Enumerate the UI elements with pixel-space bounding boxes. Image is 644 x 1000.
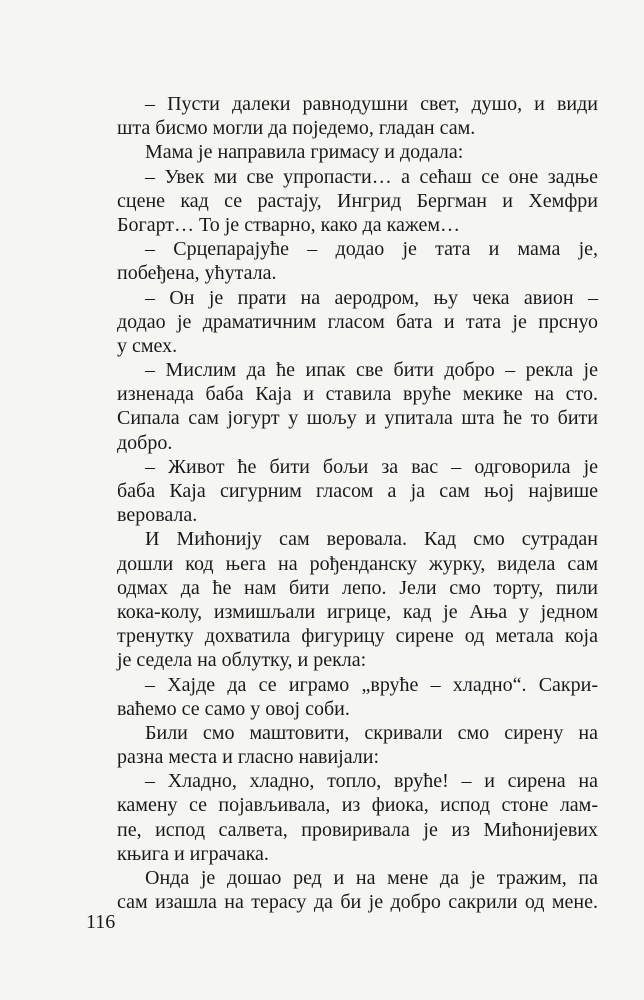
text-line: шта бисмо могли да поједемо, гладан сам. (117, 117, 476, 140)
body-text (117, 92, 598, 914)
text-line: изненада баба Каја и ставила вруће мекике на сто. (117, 383, 598, 406)
text-line: је седела на облутку, и рекла: (117, 649, 367, 672)
text-line: разна места и гласно навијали: (117, 746, 380, 769)
text-line: веровала. (117, 504, 198, 527)
text-line: побеђена, ућутала. (117, 262, 277, 285)
text-line: тренутку дохватила фигурицу сирене од метала која (117, 625, 598, 648)
text-line: – Срцепарајуће – додао је тата и мама је, (145, 238, 598, 261)
text-line: И Мићонију сам веровала. Кад смо сутрадан (145, 528, 598, 551)
text-line: ваћемо се само у овој соби. (117, 697, 350, 720)
text-line: – Мислим да ће ипак све бити добро – рекла је (145, 359, 598, 382)
text-line: камену се појављивала, из фиока, испод стоне лам- (117, 794, 598, 817)
text-line: сцене кад се растају, Ингрид Бергман и Хемфри (117, 189, 598, 212)
text-line: – Пусти далеки равнодушни свет, душо, и види (145, 93, 598, 115)
text-line: пе, испод салвета, провиривала је из Мићонијевих (117, 818, 598, 841)
text-line: – Живот ће бити бољи за вас – одговорила је (145, 455, 598, 478)
text-line: дошли код њега на рођенданску журку, видела сам (117, 552, 598, 575)
page-number: 116 (86, 911, 116, 933)
text-line: – Хладно, хладно, топло, вруће! – и сирена на (145, 770, 598, 793)
text-line: одмах да ће нам бити лепо. Јели смо торту, пили (117, 576, 598, 599)
text-line: Онда је дошао ред и на мене да је тражим, па (145, 867, 598, 889)
text-line: у смех. (117, 334, 178, 357)
text-line: добро. (117, 431, 173, 454)
text-line: Сипала сам јогурт у шољу и упитала шта ће то бити (117, 407, 598, 430)
text-line: сам изашла на терасу да би је добро сакрили од мене. (117, 891, 598, 914)
text-line: Богарт… То је стварно, како да кажем… (117, 213, 460, 236)
text-line: баба Каја сигурним гласом а ја сам њој највише (117, 480, 598, 502)
text-line: – Он је прати на аеродром, њу чека авион – (145, 286, 598, 309)
text-line: књига и играчака. (117, 842, 269, 865)
text-line: кока-колу, измишљали игрице, кад је Ања у једном (117, 600, 598, 623)
text-line: Мама је направила гримасу и додала: (145, 141, 464, 164)
text-line: Били смо маштовити, скривали смо сирену на (145, 721, 598, 744)
text-line: – Увек ми све упропасти… а сећаш се оне задње (145, 165, 598, 188)
text-line: – Хајде да се играмо „вруће – хладно“. Сакри- (145, 673, 598, 696)
text-line: додао је драматичним гласом бата и тата је прснуо (117, 310, 598, 333)
